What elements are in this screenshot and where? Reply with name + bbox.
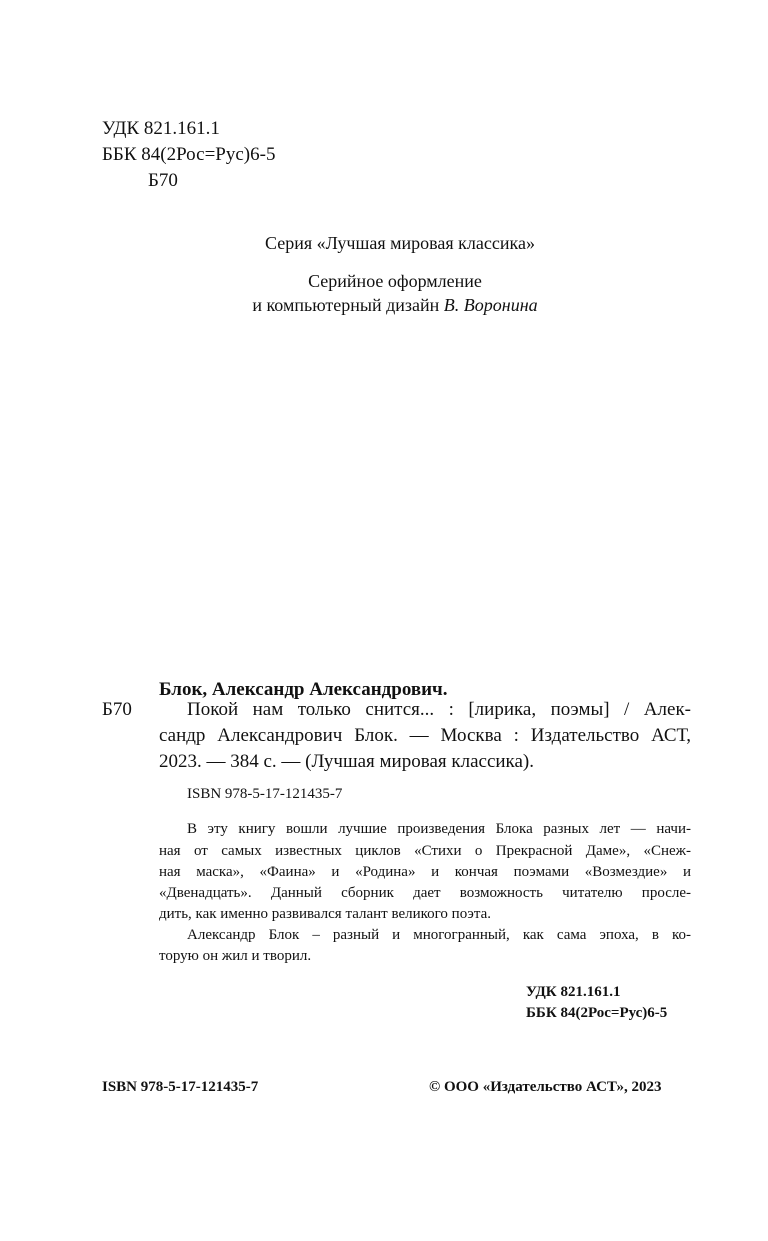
series-line: Серия «Лучшая мировая классика» <box>265 233 535 253</box>
catalog-entry-line: 2023. — 384 с. — (Лучшая мировая классика). <box>159 751 534 772</box>
bbk-code: ББК 84(2Рос=Рус)6-5 <box>102 144 276 165</box>
annotation-line: дить, как именно развивался талант великого поэта. <box>159 906 491 922</box>
catalog-author-heading: Блок, Александр Александрович. <box>159 679 448 700</box>
catalog-bbk-bold: ББК 84(2Рос=Рус)6-5 <box>526 1005 668 1021</box>
footer-copyright: © ООО «Издательство АСТ», 2023 <box>429 1079 662 1095</box>
design-line-1: Серийное оформление <box>308 271 482 291</box>
author-mark: Б70 <box>148 170 178 191</box>
annotation-line: торую он жил и творил. <box>159 948 312 964</box>
catalog-isbn: ISBN 978-5-17-121435-7 <box>187 786 343 802</box>
annotation-line: ная от самых известных циклов «Стихи о Прекрасной Даме», «Снеж- <box>159 843 691 859</box>
annotation-line: «Двенадцать». Данный сборник дает возможность читателю просле- <box>159 885 691 901</box>
design-line-2 <box>0 292 768 319</box>
footer-isbn: ISBN 978-5-17-121435-7 <box>102 1079 259 1095</box>
catalog-entry-line: сандр Александрович Блок. — Москва : Издательство АСТ, <box>159 725 691 746</box>
catalog-entry-line: Покой нам только снится... : [лирика, поэмы] / Алек- <box>187 699 691 720</box>
catalog-udk-bold: УДК 821.161.1 <box>526 984 621 1000</box>
udk-code: УДК 821.161.1 <box>102 118 220 139</box>
annotation-line: ная маска», «Фаина» и «Родина» и кончая поэмами «Возмездие» и <box>159 864 691 880</box>
designer-name: В. Воронина <box>443 295 538 315</box>
annotation-line: В эту книгу вошли лучшие произведения Блока разных лет — начи- <box>187 821 691 837</box>
annotation-line: Александр Блок – разный и многогранный, как сама эпоха, в ко- <box>187 927 691 943</box>
design-label: и компьютерный дизайн <box>252 295 444 315</box>
catalog-mark: Б70 <box>102 699 132 720</box>
